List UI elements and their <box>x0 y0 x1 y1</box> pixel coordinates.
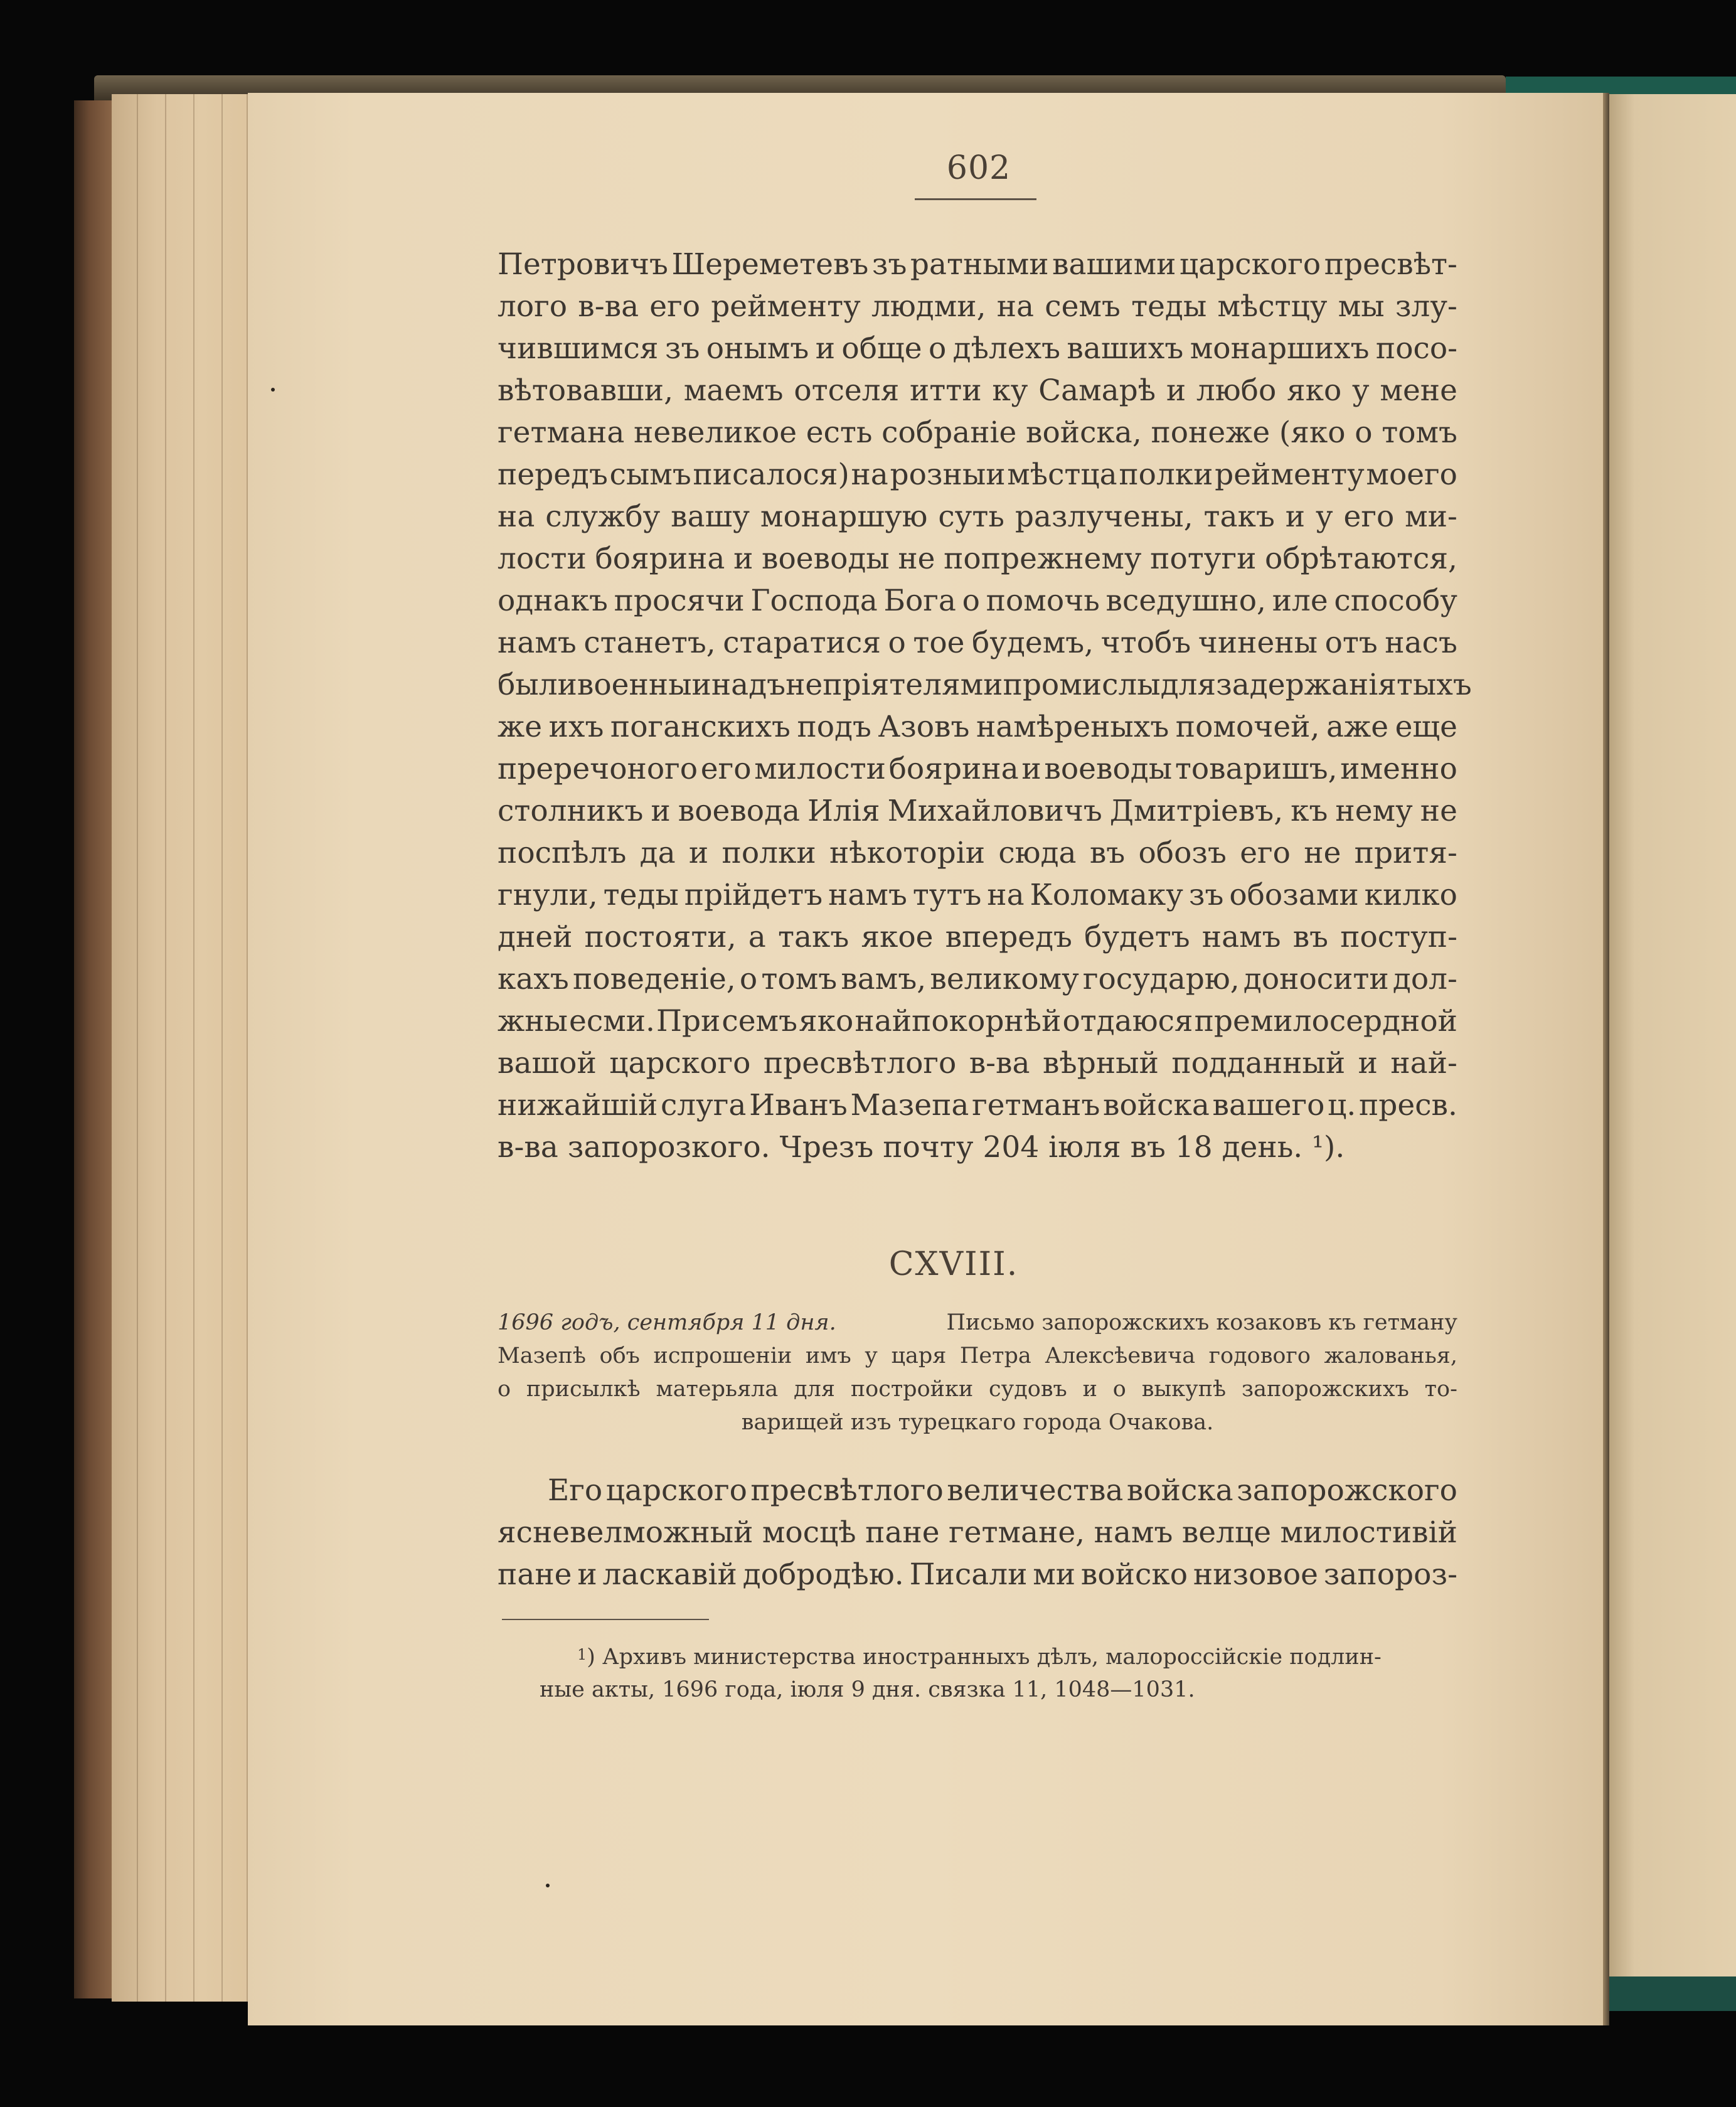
text-line: пане и ласкавій добродѣю. Писали ми войско низовое запороз- <box>498 1557 1457 1592</box>
text-line: вѣтовавши, маемъ отселя итти ку Самарѣ и любо яко у мене <box>498 373 1457 408</box>
cover-edge-top <box>1506 77 1736 94</box>
footnote-line <box>540 1641 1456 1673</box>
text-line: преречоного его милости боярина и воеводы товаришъ, именно <box>498 752 1457 786</box>
facing-page <box>1609 94 1736 1983</box>
text-line: же ихъ поганскихъ подъ Азовъ намѣреныхъ помочей, аже еще <box>498 710 1457 744</box>
text-line: столникъ и воевода Илія Михайловичъ Дмитріевъ, къ нему не <box>498 794 1457 828</box>
text-line: лости боярина и воеводы не попрежнему потуги обрѣтаются, <box>498 541 1457 576</box>
text-line: лого в-ва его рейменту людми, на семъ теды мѣстцу мы злу- <box>498 289 1457 324</box>
text-line: Его царского пресвѣтлого величества войска запорожского <box>548 1473 1457 1508</box>
cover-edge-bottom <box>1603 1976 1736 2011</box>
page-number-rule <box>915 198 1036 200</box>
text-line: поспѣлъ да и полки нѣкоторіи сюда въ обозъ его не притя- <box>498 836 1457 870</box>
text-line: жны есми. При семъ яко найпокорнѣй отдаюся премилосердной <box>498 1004 1457 1038</box>
footnote-marker: 1 <box>577 1646 587 1663</box>
letter-text <box>498 1470 1457 1596</box>
book-spine-edge <box>74 100 112 1998</box>
text-line: ясневелможный мосцѣ пане гетмане, намъ велце милостивій <box>498 1515 1457 1550</box>
text-line: кахъ поведеніе, о томъ вамъ, великому государю, доносити дол- <box>498 962 1457 996</box>
text-line: гетмана невеликое есть собраніе войска, понеже (яко о томъ <box>498 415 1457 450</box>
text-line: передъ сымъ писалося) на розныи мѣстца полки рейменту моего <box>498 457 1457 492</box>
page-stack-edge <box>112 94 262 2002</box>
text-line: гнули, теды прійдетъ намъ тутъ на Коломаку зъ обозами килко <box>498 878 1457 912</box>
summary-line: о присылкѣ матерьяла для постройки судовъ и о выкупѣ запорожскихъ то- <box>498 1377 1457 1402</box>
text-line: Петровичъ Шереметевъ зъ ратными вашими царского пресвѣт- <box>498 247 1457 282</box>
footnote <box>540 1641 1456 1706</box>
page-gutter <box>1603 93 1609 2025</box>
text-line: нижайшій слуга Иванъ Мазепа гетманъ войска вашего ц. пресв. <box>498 1088 1457 1123</box>
text-line: чившимся зъ онымъ и обще о дѣлехъ вашихъ монаршихъ посо- <box>498 331 1457 366</box>
summary-line: Мазепѣ объ испрошеніи имъ у царя Петра Алексѣевича годового жалованья, <box>498 1343 1457 1368</box>
summary-text: Письмо запорожскихъ козаковъ къ гетману <box>946 1310 1457 1335</box>
text-line: однакъ просячи Господа Бога о помочь вседушно, иле способу <box>498 584 1457 618</box>
footnote-line: ные акты, 1696 года, іюля 9 дня. связка 11, 1048—1031. <box>540 1677 1195 1702</box>
document-summary <box>498 1306 1457 1439</box>
text-line: были военныи надъ непріятелями промислы для задержанія тыхъ <box>498 668 1472 702</box>
text-line: дней постояти, а такъ якое впередъ будетъ намъ въ поступ- <box>498 920 1457 954</box>
body-text <box>498 243 1472 1168</box>
summary-line: варищей изъ турецкаго города Очакова. <box>741 1410 1214 1435</box>
page-number: 602 <box>946 149 1011 187</box>
document-number-heading: CXVIII. <box>888 1246 1019 1283</box>
text-line: на службу вашу монаршую суть разлучены, такъ и у его ми- <box>498 499 1457 534</box>
text-line: в-ва запорозкого. Чрезъ почту 204 іюля въ 18 день. ¹). <box>498 1130 1345 1165</box>
summary-line <box>498 1306 1457 1340</box>
summary-date: 1696 годъ, сентября 11 дня. <box>498 1310 836 1335</box>
text-line: вашой царского пресвѣтлого в-ва вѣрный подданный и най- <box>498 1046 1457 1080</box>
footnote-rule <box>502 1619 709 1620</box>
text-line: намъ станетъ, старатися о тое будемъ, чтобъ чинены отъ насъ <box>498 626 1457 660</box>
footnote-text: ) Архивъ министерства иностранныхъ дѣлъ, малороссійскіе подлин- <box>587 1645 1382 1670</box>
